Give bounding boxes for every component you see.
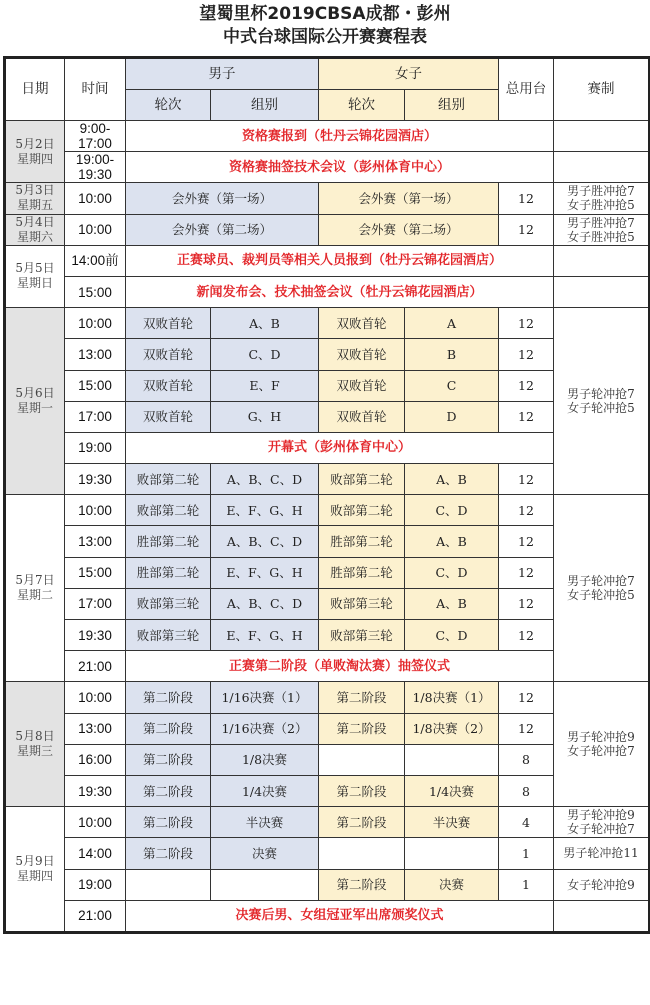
women-round-cell: 双败首轮 xyxy=(319,339,405,370)
date-cell: 5月6日 星期一 xyxy=(5,308,65,495)
men-group-cell: A、B、C、D xyxy=(211,588,319,619)
women-round-cell: 双败首轮 xyxy=(319,370,405,401)
women-match-cell: 会外赛（第一场） xyxy=(319,183,499,214)
event-cell: 正赛球员、裁判员等相关人员报到（牡丹云锦花园酒店） xyxy=(126,245,554,276)
women-group-cell xyxy=(405,838,499,869)
time-cell: 9:00- 17:00 xyxy=(65,121,126,152)
time-cell: 19:00 xyxy=(65,869,126,900)
men-round-cell: 败部第二轮 xyxy=(126,464,211,495)
header-women-round: 轮次 xyxy=(319,90,405,121)
time-cell: 15:00 xyxy=(65,557,126,588)
time-cell: 10:00 xyxy=(65,682,126,713)
women-round-cell: 第二阶段 xyxy=(319,869,405,900)
header-row xyxy=(5,58,650,90)
header-women-group: 组别 xyxy=(405,90,499,121)
men-group-cell: 1/8决赛 xyxy=(211,744,319,775)
schedule-row xyxy=(5,276,650,307)
time-cell: 10:00 xyxy=(65,807,126,838)
time-cell: 10:00 xyxy=(65,495,126,526)
time-cell: 19:30 xyxy=(65,775,126,806)
men-group-cell: 决赛 xyxy=(211,838,319,869)
schedule-row xyxy=(5,245,650,276)
men-group-cell: A、B xyxy=(211,308,319,339)
women-round-cell: 第二阶段 xyxy=(319,682,405,713)
men-round-cell: 第二阶段 xyxy=(126,713,211,744)
time-cell: 13:00 xyxy=(65,339,126,370)
header-women: 女子 xyxy=(319,58,499,90)
tables-cell: 12 xyxy=(499,401,554,432)
event-cell: 正赛第二阶段（单败淘汰赛）抽签仪式 xyxy=(126,651,554,682)
men-group-cell: 1/4决赛 xyxy=(211,775,319,806)
schedule-row xyxy=(5,620,650,651)
men-round-cell: 胜部第二轮 xyxy=(126,557,211,588)
men-round-cell: 双败首轮 xyxy=(126,370,211,401)
men-group-cell: E、F xyxy=(211,370,319,401)
men-group-cell: 半决赛 xyxy=(211,807,319,838)
time-cell: 13:00 xyxy=(65,713,126,744)
date-cell: 5月7日 星期二 xyxy=(5,495,65,682)
header-men-round: 轮次 xyxy=(126,90,211,121)
men-round-cell: 第二阶段 xyxy=(126,744,211,775)
tables-cell: 12 xyxy=(499,308,554,339)
time-cell: 19:30 xyxy=(65,464,126,495)
time-cell: 17:00 xyxy=(65,588,126,619)
schedule-row xyxy=(5,526,650,557)
header-time: 时间 xyxy=(65,58,126,121)
schedule-row xyxy=(5,838,650,869)
men-round-cell: 第二阶段 xyxy=(126,838,211,869)
women-group-cell: C、D xyxy=(405,495,499,526)
title-line-1: 望蜀里杯2019CBSA成都・彭州 xyxy=(199,4,451,24)
tables-cell: 12 xyxy=(499,339,554,370)
format-cell: 男子轮冲抢7 女子轮冲抢5 xyxy=(554,495,650,682)
men-round-cell: 双败首轮 xyxy=(126,308,211,339)
format-cell xyxy=(554,276,650,307)
women-round-cell: 双败首轮 xyxy=(319,401,405,432)
schedule-row xyxy=(5,370,650,401)
time-cell: 13:00 xyxy=(65,526,126,557)
tables-cell: 12 xyxy=(499,588,554,619)
schedule-row xyxy=(5,401,650,432)
tables-cell: 12 xyxy=(499,495,554,526)
format-cell: 女子轮冲抢9 xyxy=(554,869,650,900)
men-round-cell: 双败首轮 xyxy=(126,339,211,370)
time-cell: 21:00 xyxy=(65,900,126,932)
men-round-cell: 第二阶段 xyxy=(126,682,211,713)
women-round-cell: 败部第三轮 xyxy=(319,588,405,619)
women-round-cell: 败部第二轮 xyxy=(319,495,405,526)
time-cell: 15:00 xyxy=(65,370,126,401)
date-cell: 5月5日 星期日 xyxy=(5,245,65,307)
format-cell: 男子轮冲抢9 女子轮冲抢7 xyxy=(554,682,650,807)
date-cell: 5月9日 星期四 xyxy=(5,807,65,933)
tables-cell: 12 xyxy=(499,682,554,713)
schedule-row xyxy=(5,432,650,463)
date-cell: 5月8日 星期三 xyxy=(5,682,65,807)
schedule-row xyxy=(5,214,650,245)
format-cell: 男子胜冲抢7 女子胜冲抢5 xyxy=(554,183,650,214)
men-group-cell: C、D xyxy=(211,339,319,370)
title-line-2: 中式台球国际公开赛赛程表 xyxy=(223,27,427,47)
women-round-cell: 第二阶段 xyxy=(319,713,405,744)
men-group-cell xyxy=(211,869,319,900)
format-cell xyxy=(554,121,650,152)
schedule-row xyxy=(5,495,650,526)
schedule-row xyxy=(5,900,650,932)
event-cell: 资格赛报到（牡丹云锦花园酒店） xyxy=(126,121,554,152)
time-cell: 10:00 xyxy=(65,308,126,339)
schedule-row xyxy=(5,308,650,339)
schedule-row xyxy=(5,557,650,588)
tables-cell: 12 xyxy=(499,526,554,557)
format-cell: 男子胜冲抢7 女子胜冲抢5 xyxy=(554,214,650,245)
men-round-cell: 胜部第二轮 xyxy=(126,526,211,557)
tables-cell: 8 xyxy=(499,744,554,775)
women-group-cell: B xyxy=(405,339,499,370)
schedule-row xyxy=(5,807,650,838)
tables-cell: 12 xyxy=(499,557,554,588)
format-cell xyxy=(554,245,650,276)
tables-cell: 1 xyxy=(499,838,554,869)
header-men-group: 组别 xyxy=(211,90,319,121)
schedule-row xyxy=(5,869,650,900)
men-round-cell: 双败首轮 xyxy=(126,401,211,432)
schedule-row xyxy=(5,588,650,619)
men-match-cell: 会外赛（第一场） xyxy=(126,183,319,214)
page-title xyxy=(0,0,650,54)
schedule-row xyxy=(5,152,650,183)
women-group-cell xyxy=(405,744,499,775)
time-cell: 16:00 xyxy=(65,744,126,775)
women-group-cell: C xyxy=(405,370,499,401)
women-group-cell: C、D xyxy=(405,620,499,651)
schedule-row xyxy=(5,339,650,370)
women-group-cell: A、B xyxy=(405,526,499,557)
tables-cell: 12 xyxy=(499,713,554,744)
schedule-row xyxy=(5,183,650,214)
men-round-cell xyxy=(126,869,211,900)
women-group-cell: 1/4决赛 xyxy=(405,775,499,806)
schedule-row xyxy=(5,744,650,775)
women-group-cell: 1/8决赛（1） xyxy=(405,682,499,713)
women-group-cell: A xyxy=(405,308,499,339)
women-round-cell: 双败首轮 xyxy=(319,308,405,339)
header-tables: 总用台 xyxy=(499,58,554,121)
men-match-cell: 会外赛（第二场） xyxy=(126,214,319,245)
time-cell: 15:00 xyxy=(65,276,126,307)
tables-cell: 12 xyxy=(499,183,554,214)
format-cell: 男子轮冲抢11 xyxy=(554,838,650,869)
men-round-cell: 第二阶段 xyxy=(126,775,211,806)
women-group-cell: 决赛 xyxy=(405,869,499,900)
schedule-row xyxy=(5,713,650,744)
women-round-cell: 胜部第二轮 xyxy=(319,526,405,557)
women-round-cell: 胜部第二轮 xyxy=(319,557,405,588)
men-round-cell: 败部第三轮 xyxy=(126,620,211,651)
women-group-cell: 半决赛 xyxy=(405,807,499,838)
schedule-row xyxy=(5,121,650,152)
men-group-cell: E、F、G、H xyxy=(211,620,319,651)
date-cell: 5月2日 星期四 xyxy=(5,121,65,183)
format-cell: 男子轮冲抢7 女子轮冲抢5 xyxy=(554,308,650,495)
header-men: 男子 xyxy=(126,58,319,90)
schedule-table xyxy=(3,56,650,934)
event-cell: 开幕式（彭州体育中心） xyxy=(126,432,554,463)
time-cell: 17:00 xyxy=(65,401,126,432)
women-round-cell xyxy=(319,744,405,775)
women-round-cell xyxy=(319,838,405,869)
time-cell: 19:00 xyxy=(65,432,126,463)
women-match-cell: 会外赛（第二场） xyxy=(319,214,499,245)
men-group-cell: 1/16决赛（1） xyxy=(211,682,319,713)
header-date: 日期 xyxy=(5,58,65,121)
women-round-cell: 第二阶段 xyxy=(319,775,405,806)
men-round-cell: 败部第三轮 xyxy=(126,588,211,619)
header-format: 赛制 xyxy=(554,58,650,121)
event-cell: 新闻发布会、技术抽签会议（牡丹云锦花园酒店） xyxy=(126,276,554,307)
men-group-cell: E、F、G、H xyxy=(211,557,319,588)
schedule-row xyxy=(5,775,650,806)
format-cell: 男子轮冲抢9 女子轮冲抢7 xyxy=(554,807,650,838)
time-cell: 10:00 xyxy=(65,183,126,214)
event-cell: 决赛后男、女组冠亚军出席颁奖仪式 xyxy=(126,900,554,932)
men-group-cell: E、F、G、H xyxy=(211,495,319,526)
format-cell xyxy=(554,900,650,932)
women-group-cell: D xyxy=(405,401,499,432)
men-round-cell: 败部第二轮 xyxy=(126,495,211,526)
date-cell: 5月3日 星期五 xyxy=(5,183,65,214)
women-group-cell: C、D xyxy=(405,557,499,588)
time-cell: 14:00前 xyxy=(65,245,126,276)
event-cell: 资格赛抽签技术会议（彭州体育中心） xyxy=(126,152,554,183)
men-group-cell: G、H xyxy=(211,401,319,432)
schedule-row xyxy=(5,682,650,713)
tables-cell: 8 xyxy=(499,775,554,806)
schedule-row xyxy=(5,464,650,495)
time-cell: 19:30 xyxy=(65,620,126,651)
men-round-cell: 第二阶段 xyxy=(126,807,211,838)
tables-cell: 12 xyxy=(499,214,554,245)
tables-cell: 4 xyxy=(499,807,554,838)
tables-cell: 1 xyxy=(499,869,554,900)
format-cell xyxy=(554,152,650,183)
date-cell: 5月4日 星期六 xyxy=(5,214,65,245)
time-cell: 19:00- 19:30 xyxy=(65,152,126,183)
men-group-cell: A、B、C、D xyxy=(211,526,319,557)
women-round-cell: 败部第二轮 xyxy=(319,464,405,495)
women-group-cell: A、B xyxy=(405,588,499,619)
time-cell: 10:00 xyxy=(65,214,126,245)
schedule-row xyxy=(5,651,650,682)
tables-cell: 12 xyxy=(499,370,554,401)
women-group-cell: 1/8决赛（2） xyxy=(405,713,499,744)
women-round-cell: 第二阶段 xyxy=(319,807,405,838)
men-group-cell: A、B、C、D xyxy=(211,464,319,495)
men-group-cell: 1/16决赛（2） xyxy=(211,713,319,744)
tables-cell: 12 xyxy=(499,464,554,495)
tables-cell: 12 xyxy=(499,620,554,651)
women-group-cell: A、B xyxy=(405,464,499,495)
time-cell: 21:00 xyxy=(65,651,126,682)
women-round-cell: 败部第三轮 xyxy=(319,620,405,651)
time-cell: 14:00 xyxy=(65,838,126,869)
